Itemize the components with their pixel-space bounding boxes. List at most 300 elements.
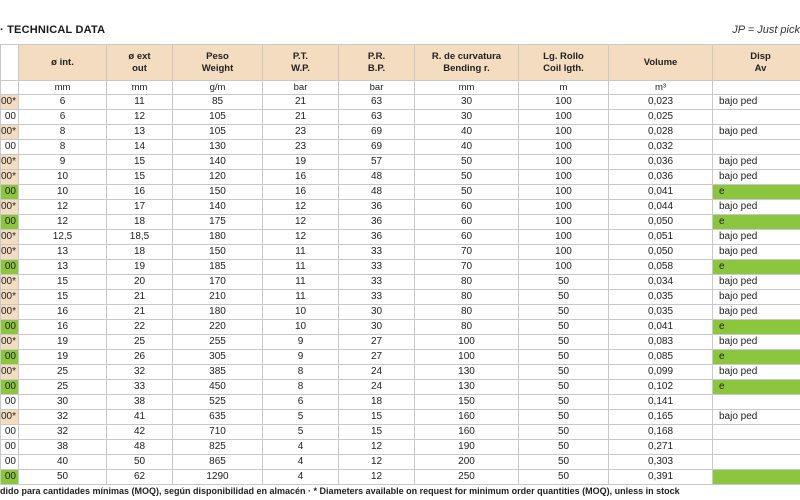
weight-cell: 1290 — [173, 470, 263, 485]
bending-radius-cell: 50 — [415, 185, 519, 200]
bending-radius-cell: 130 — [415, 380, 519, 395]
external-diameter-cell: 25 — [107, 335, 173, 350]
volume-cell: 0,050 — [609, 215, 713, 230]
external-diameter-cell: 33 — [107, 380, 173, 395]
table-row — [1, 335, 800, 350]
working-pressure-cell: 21 — [263, 95, 339, 110]
weight-cell: 865 — [173, 455, 263, 470]
weight-cell: 305 — [173, 350, 263, 365]
external-diameter-cell: 15 — [107, 170, 173, 185]
weight-cell: 105 — [173, 110, 263, 125]
column-header-volume: Volume — [609, 45, 713, 81]
internal-diameter-cell: 38 — [19, 440, 107, 455]
coil-length-cell: 100 — [519, 200, 609, 215]
volume-cell: 0,035 — [609, 305, 713, 320]
working-pressure-cell: 10 — [263, 305, 339, 320]
weight-cell: 140 — [173, 155, 263, 170]
product-code-cell: 00 — [1, 140, 19, 155]
availability-cell: e — [713, 185, 800, 200]
product-code-cell: 00* — [1, 155, 19, 170]
availability-cell: bajo ped — [713, 125, 800, 140]
table-row — [1, 380, 800, 395]
availability-cell: bajo ped — [713, 305, 800, 320]
external-diameter-cell: 12 — [107, 110, 173, 125]
availability-cell — [713, 395, 800, 410]
weight-cell: 255 — [173, 335, 263, 350]
unit-cell: m³ — [609, 81, 713, 95]
internal-diameter-cell: 10 — [19, 185, 107, 200]
units-row — [1, 81, 800, 95]
volume-cell: 0,023 — [609, 95, 713, 110]
working-pressure-cell: 6 — [263, 395, 339, 410]
coil-length-cell: 100 — [519, 215, 609, 230]
coil-length-cell: 100 — [519, 230, 609, 245]
internal-diameter-cell: 12,5 — [19, 230, 107, 245]
table-row — [1, 185, 800, 200]
unit-cell: mm — [415, 81, 519, 95]
table-row — [1, 95, 800, 110]
table-row — [1, 425, 800, 440]
availability-cell — [713, 440, 800, 455]
external-diameter-cell: 20 — [107, 275, 173, 290]
working-pressure-cell: 12 — [263, 230, 339, 245]
internal-diameter-cell: 13 — [19, 245, 107, 260]
burst-pressure-cell: 48 — [339, 185, 415, 200]
coil-length-cell: 100 — [519, 260, 609, 275]
table-row — [1, 440, 800, 455]
internal-diameter-cell: 30 — [19, 395, 107, 410]
column-header-burst-pressure: P.R. B.P. — [339, 45, 415, 81]
product-code-cell: 00* — [1, 410, 19, 425]
availability-cell: bajo ped — [713, 275, 800, 290]
internal-diameter-cell: 10 — [19, 170, 107, 185]
availability-cell — [713, 140, 800, 155]
volume-cell: 0,099 — [609, 365, 713, 380]
working-pressure-cell: 11 — [263, 290, 339, 305]
bending-radius-cell: 40 — [415, 140, 519, 155]
weight-cell: 710 — [173, 425, 263, 440]
weight-cell: 825 — [173, 440, 263, 455]
volume-cell: 0,050 — [609, 245, 713, 260]
coil-length-cell: 50 — [519, 425, 609, 440]
working-pressure-cell: 9 — [263, 335, 339, 350]
burst-pressure-cell: 57 — [339, 155, 415, 170]
internal-diameter-cell: 19 — [19, 350, 107, 365]
table-row — [1, 200, 800, 215]
coil-length-cell: 50 — [519, 275, 609, 290]
availability-cell: e — [713, 350, 800, 365]
product-code-cell: 00 — [1, 185, 19, 200]
coil-length-cell: 100 — [519, 155, 609, 170]
internal-diameter-cell: 25 — [19, 380, 107, 395]
burst-pressure-cell: 12 — [339, 440, 415, 455]
internal-diameter-cell: 6 — [19, 95, 107, 110]
table-row — [1, 275, 800, 290]
coil-length-cell: 100 — [519, 185, 609, 200]
table-row — [1, 215, 800, 230]
weight-cell: 175 — [173, 215, 263, 230]
burst-pressure-cell: 33 — [339, 275, 415, 290]
burst-pressure-cell: 63 — [339, 110, 415, 125]
volume-cell: 0,083 — [609, 335, 713, 350]
external-diameter-cell: 18 — [107, 245, 173, 260]
burst-pressure-cell: 30 — [339, 305, 415, 320]
product-code-cell: 00* — [1, 170, 19, 185]
coil-length-cell: 100 — [519, 95, 609, 110]
weight-cell: 185 — [173, 260, 263, 275]
external-diameter-cell: 14 — [107, 140, 173, 155]
external-diameter-cell: 22 — [107, 320, 173, 335]
product-code-cell: 00* — [1, 305, 19, 320]
availability-cell: bajo ped — [713, 290, 800, 305]
table-row — [1, 110, 800, 125]
volume-cell: 0,391 — [609, 470, 713, 485]
table-row — [1, 320, 800, 335]
burst-pressure-cell: 36 — [339, 215, 415, 230]
column-header-code — [1, 45, 19, 81]
availability-cell: e — [713, 260, 800, 275]
product-code-cell: 00* — [1, 335, 19, 350]
legend-note: JP = Just pick — [732, 24, 800, 36]
burst-pressure-cell: 27 — [339, 350, 415, 365]
external-diameter-cell: 18 — [107, 215, 173, 230]
external-diameter-cell: 16 — [107, 185, 173, 200]
burst-pressure-cell: 27 — [339, 335, 415, 350]
table-row — [1, 245, 800, 260]
burst-pressure-cell: 69 — [339, 140, 415, 155]
bending-radius-cell: 40 — [415, 125, 519, 140]
coil-length-cell: 50 — [519, 335, 609, 350]
volume-cell: 0,303 — [609, 455, 713, 470]
weight-cell: 85 — [173, 95, 263, 110]
burst-pressure-cell: 30 — [339, 320, 415, 335]
table-row — [1, 350, 800, 365]
product-code-cell: 00 — [1, 425, 19, 440]
weight-cell: 210 — [173, 290, 263, 305]
page-header — [0, 0, 800, 42]
internal-diameter-cell: 16 — [19, 320, 107, 335]
coil-length-cell: 50 — [519, 320, 609, 335]
internal-diameter-cell: 32 — [19, 410, 107, 425]
burst-pressure-cell: 33 — [339, 290, 415, 305]
product-code-cell: 00 — [1, 260, 19, 275]
working-pressure-cell: 9 — [263, 350, 339, 365]
internal-diameter-cell: 50 — [19, 470, 107, 485]
external-diameter-cell: 62 — [107, 470, 173, 485]
bending-radius-cell: 60 — [415, 215, 519, 230]
internal-diameter-cell: 25 — [19, 365, 107, 380]
internal-diameter-cell: 40 — [19, 455, 107, 470]
availability-cell: e — [713, 215, 800, 230]
column-header-working-pressure: P.T. W.P. — [263, 45, 339, 81]
weight-cell: 450 — [173, 380, 263, 395]
table-row — [1, 170, 800, 185]
unit-cell: g/m — [173, 81, 263, 95]
bending-radius-cell: 150 — [415, 395, 519, 410]
availability-cell: bajo ped — [713, 155, 800, 170]
working-pressure-cell: 4 — [263, 455, 339, 470]
external-diameter-cell: 50 — [107, 455, 173, 470]
external-diameter-cell: 18,5 — [107, 230, 173, 245]
availability-cell: e — [713, 380, 800, 395]
coil-length-cell: 50 — [519, 410, 609, 425]
internal-diameter-cell: 32 — [19, 425, 107, 440]
unit-cell: mm — [19, 81, 107, 95]
burst-pressure-cell: 24 — [339, 380, 415, 395]
burst-pressure-cell: 48 — [339, 170, 415, 185]
availability-cell: bajo ped — [713, 335, 800, 350]
table-row — [1, 155, 800, 170]
volume-cell: 0,058 — [609, 260, 713, 275]
bending-radius-cell: 80 — [415, 290, 519, 305]
burst-pressure-cell: 24 — [339, 365, 415, 380]
column-header-external-diameter: ø ext out — [107, 45, 173, 81]
product-code-cell: 00* — [1, 125, 19, 140]
bending-radius-cell: 80 — [415, 320, 519, 335]
coil-length-cell: 100 — [519, 140, 609, 155]
product-code-cell: 00 — [1, 440, 19, 455]
product-code-cell: 00* — [1, 245, 19, 260]
bending-radius-cell: 60 — [415, 230, 519, 245]
product-code-cell: 00 — [1, 110, 19, 125]
table-row — [1, 365, 800, 380]
internal-diameter-cell: 12 — [19, 200, 107, 215]
bending-radius-cell: 130 — [415, 365, 519, 380]
bending-radius-cell: 70 — [415, 260, 519, 275]
working-pressure-cell: 19 — [263, 155, 339, 170]
internal-diameter-cell: 9 — [19, 155, 107, 170]
column-header-weight: Peso Weight — [173, 45, 263, 81]
working-pressure-cell: 5 — [263, 425, 339, 440]
volume-cell: 0,168 — [609, 425, 713, 440]
table-row — [1, 125, 800, 140]
external-diameter-cell: 26 — [107, 350, 173, 365]
coil-length-cell: 50 — [519, 440, 609, 455]
table-row — [1, 305, 800, 320]
coil-length-cell: 100 — [519, 110, 609, 125]
external-diameter-cell: 41 — [107, 410, 173, 425]
column-header-bending-radius: R. de curvatura Bending r. — [415, 45, 519, 81]
bending-radius-cell: 80 — [415, 275, 519, 290]
internal-diameter-cell: 19 — [19, 335, 107, 350]
table-row — [1, 260, 800, 275]
product-code-cell: 00* — [1, 200, 19, 215]
table-row — [1, 455, 800, 470]
working-pressure-cell: 4 — [263, 440, 339, 455]
working-pressure-cell: 11 — [263, 260, 339, 275]
product-code-cell: 00 — [1, 470, 19, 485]
coil-length-cell: 50 — [519, 455, 609, 470]
unit-cell — [1, 81, 19, 95]
external-diameter-cell: 42 — [107, 425, 173, 440]
working-pressure-cell: 8 — [263, 365, 339, 380]
unit-cell: bar — [339, 81, 415, 95]
technical-data-table — [0, 44, 800, 485]
burst-pressure-cell: 15 — [339, 410, 415, 425]
working-pressure-cell: 4 — [263, 470, 339, 485]
volume-cell: 0,036 — [609, 155, 713, 170]
availability-cell — [713, 455, 800, 470]
unit-cell: mm — [107, 81, 173, 95]
working-pressure-cell: 12 — [263, 200, 339, 215]
product-code-cell: 00 — [1, 455, 19, 470]
weight-cell: 105 — [173, 125, 263, 140]
volume-cell: 0,036 — [609, 170, 713, 185]
unit-cell: m — [519, 81, 609, 95]
product-code-cell: 00* — [1, 275, 19, 290]
coil-length-cell: 50 — [519, 305, 609, 320]
product-code-cell: 00 — [1, 350, 19, 365]
bending-radius-cell: 50 — [415, 170, 519, 185]
internal-diameter-cell: 8 — [19, 140, 107, 155]
volume-cell: 0,141 — [609, 395, 713, 410]
coil-length-cell: 100 — [519, 245, 609, 260]
unit-cell: bar — [263, 81, 339, 95]
bending-radius-cell: 160 — [415, 425, 519, 440]
volume-cell: 0,034 — [609, 275, 713, 290]
table-row — [1, 395, 800, 410]
working-pressure-cell: 8 — [263, 380, 339, 395]
working-pressure-cell: 16 — [263, 170, 339, 185]
volume-cell: 0,035 — [609, 290, 713, 305]
bending-radius-cell: 190 — [415, 440, 519, 455]
external-diameter-cell: 19 — [107, 260, 173, 275]
burst-pressure-cell: 69 — [339, 125, 415, 140]
external-diameter-cell: 15 — [107, 155, 173, 170]
table-row — [1, 290, 800, 305]
burst-pressure-cell: 33 — [339, 260, 415, 275]
availability-cell: bajo ped — [713, 170, 800, 185]
availability-cell: e — [713, 320, 800, 335]
external-diameter-cell: 13 — [107, 125, 173, 140]
bending-radius-cell: 30 — [415, 110, 519, 125]
table-row — [1, 470, 800, 485]
internal-diameter-cell: 15 — [19, 290, 107, 305]
weight-cell: 130 — [173, 140, 263, 155]
weight-cell: 140 — [173, 200, 263, 215]
bending-radius-cell: 100 — [415, 350, 519, 365]
product-code-cell: 00 — [1, 215, 19, 230]
volume-cell: 0,085 — [609, 350, 713, 365]
weight-cell: 170 — [173, 275, 263, 290]
availability-cell — [713, 470, 800, 485]
volume-cell: 0,032 — [609, 140, 713, 155]
burst-pressure-cell: 33 — [339, 245, 415, 260]
coil-length-cell: 50 — [519, 380, 609, 395]
volume-cell: 0,271 — [609, 440, 713, 455]
weight-cell: 180 — [173, 230, 263, 245]
weight-cell: 180 — [173, 305, 263, 320]
weight-cell: 635 — [173, 410, 263, 425]
availability-cell: bajo ped — [713, 365, 800, 380]
product-code-cell: 00* — [1, 230, 19, 245]
weight-cell: 150 — [173, 245, 263, 260]
working-pressure-cell: 21 — [263, 110, 339, 125]
external-diameter-cell: 21 — [107, 305, 173, 320]
volume-cell: 0,102 — [609, 380, 713, 395]
product-code-cell: 00 — [1, 380, 19, 395]
working-pressure-cell: 11 — [263, 245, 339, 260]
availability-cell — [713, 110, 800, 125]
volume-cell: 0,041 — [609, 185, 713, 200]
bending-radius-cell: 250 — [415, 470, 519, 485]
internal-diameter-cell: 15 — [19, 275, 107, 290]
working-pressure-cell: 11 — [263, 275, 339, 290]
bending-radius-cell: 70 — [415, 245, 519, 260]
working-pressure-cell: 10 — [263, 320, 339, 335]
volume-cell: 0,025 — [609, 110, 713, 125]
burst-pressure-cell: 63 — [339, 95, 415, 110]
working-pressure-cell: 5 — [263, 410, 339, 425]
coil-length-cell: 100 — [519, 170, 609, 185]
bending-radius-cell: 60 — [415, 200, 519, 215]
internal-diameter-cell: 13 — [19, 260, 107, 275]
burst-pressure-cell: 15 — [339, 425, 415, 440]
section-title: · TECHNICAL DATA — [0, 24, 106, 36]
working-pressure-cell: 23 — [263, 125, 339, 140]
volume-cell: 0,165 — [609, 410, 713, 425]
table-row — [1, 140, 800, 155]
external-diameter-cell: 21 — [107, 290, 173, 305]
bending-radius-cell: 100 — [415, 335, 519, 350]
working-pressure-cell: 23 — [263, 140, 339, 155]
availability-cell: bajo ped — [713, 95, 800, 110]
external-diameter-cell: 17 — [107, 200, 173, 215]
internal-diameter-cell: 6 — [19, 110, 107, 125]
weight-cell: 220 — [173, 320, 263, 335]
column-header-availability: Disp Av — [713, 45, 800, 81]
coil-length-cell: 50 — [519, 365, 609, 380]
footnote: dido para cantidades mínimas (MOQ), según disponibilidad en almacén · * Diameters available on request for minimum order quantities (MOQ), unless in stock — [0, 486, 680, 496]
bending-radius-cell: 80 — [415, 305, 519, 320]
volume-cell: 0,028 — [609, 125, 713, 140]
product-code-cell: 00* — [1, 365, 19, 380]
burst-pressure-cell: 12 — [339, 470, 415, 485]
availability-cell: bajo ped — [713, 230, 800, 245]
internal-diameter-cell: 8 — [19, 125, 107, 140]
product-code-cell: 00 — [1, 395, 19, 410]
column-header-coil-length: Lg. Rollo Coil lgth. — [519, 45, 609, 81]
burst-pressure-cell: 36 — [339, 200, 415, 215]
product-code-cell: 00* — [1, 95, 19, 110]
weight-cell: 120 — [173, 170, 263, 185]
coil-length-cell: 50 — [519, 350, 609, 365]
bending-radius-cell: 200 — [415, 455, 519, 470]
bending-radius-cell: 50 — [415, 155, 519, 170]
internal-diameter-cell: 16 — [19, 305, 107, 320]
product-code-cell: 00* — [1, 290, 19, 305]
availability-cell: bajo ped — [713, 200, 800, 215]
bending-radius-cell: 30 — [415, 95, 519, 110]
external-diameter-cell: 32 — [107, 365, 173, 380]
coil-length-cell: 50 — [519, 290, 609, 305]
burst-pressure-cell: 18 — [339, 395, 415, 410]
external-diameter-cell: 38 — [107, 395, 173, 410]
external-diameter-cell: 48 — [107, 440, 173, 455]
working-pressure-cell: 12 — [263, 215, 339, 230]
table-body — [1, 95, 800, 485]
bending-radius-cell: 160 — [415, 410, 519, 425]
internal-diameter-cell: 12 — [19, 215, 107, 230]
volume-cell: 0,041 — [609, 320, 713, 335]
coil-length-cell: 50 — [519, 470, 609, 485]
working-pressure-cell: 16 — [263, 185, 339, 200]
availability-cell — [713, 425, 800, 440]
table-header-row — [1, 45, 800, 81]
burst-pressure-cell: 36 — [339, 230, 415, 245]
column-header-internal-diameter: ø int. — [19, 45, 107, 81]
coil-length-cell: 100 — [519, 125, 609, 140]
